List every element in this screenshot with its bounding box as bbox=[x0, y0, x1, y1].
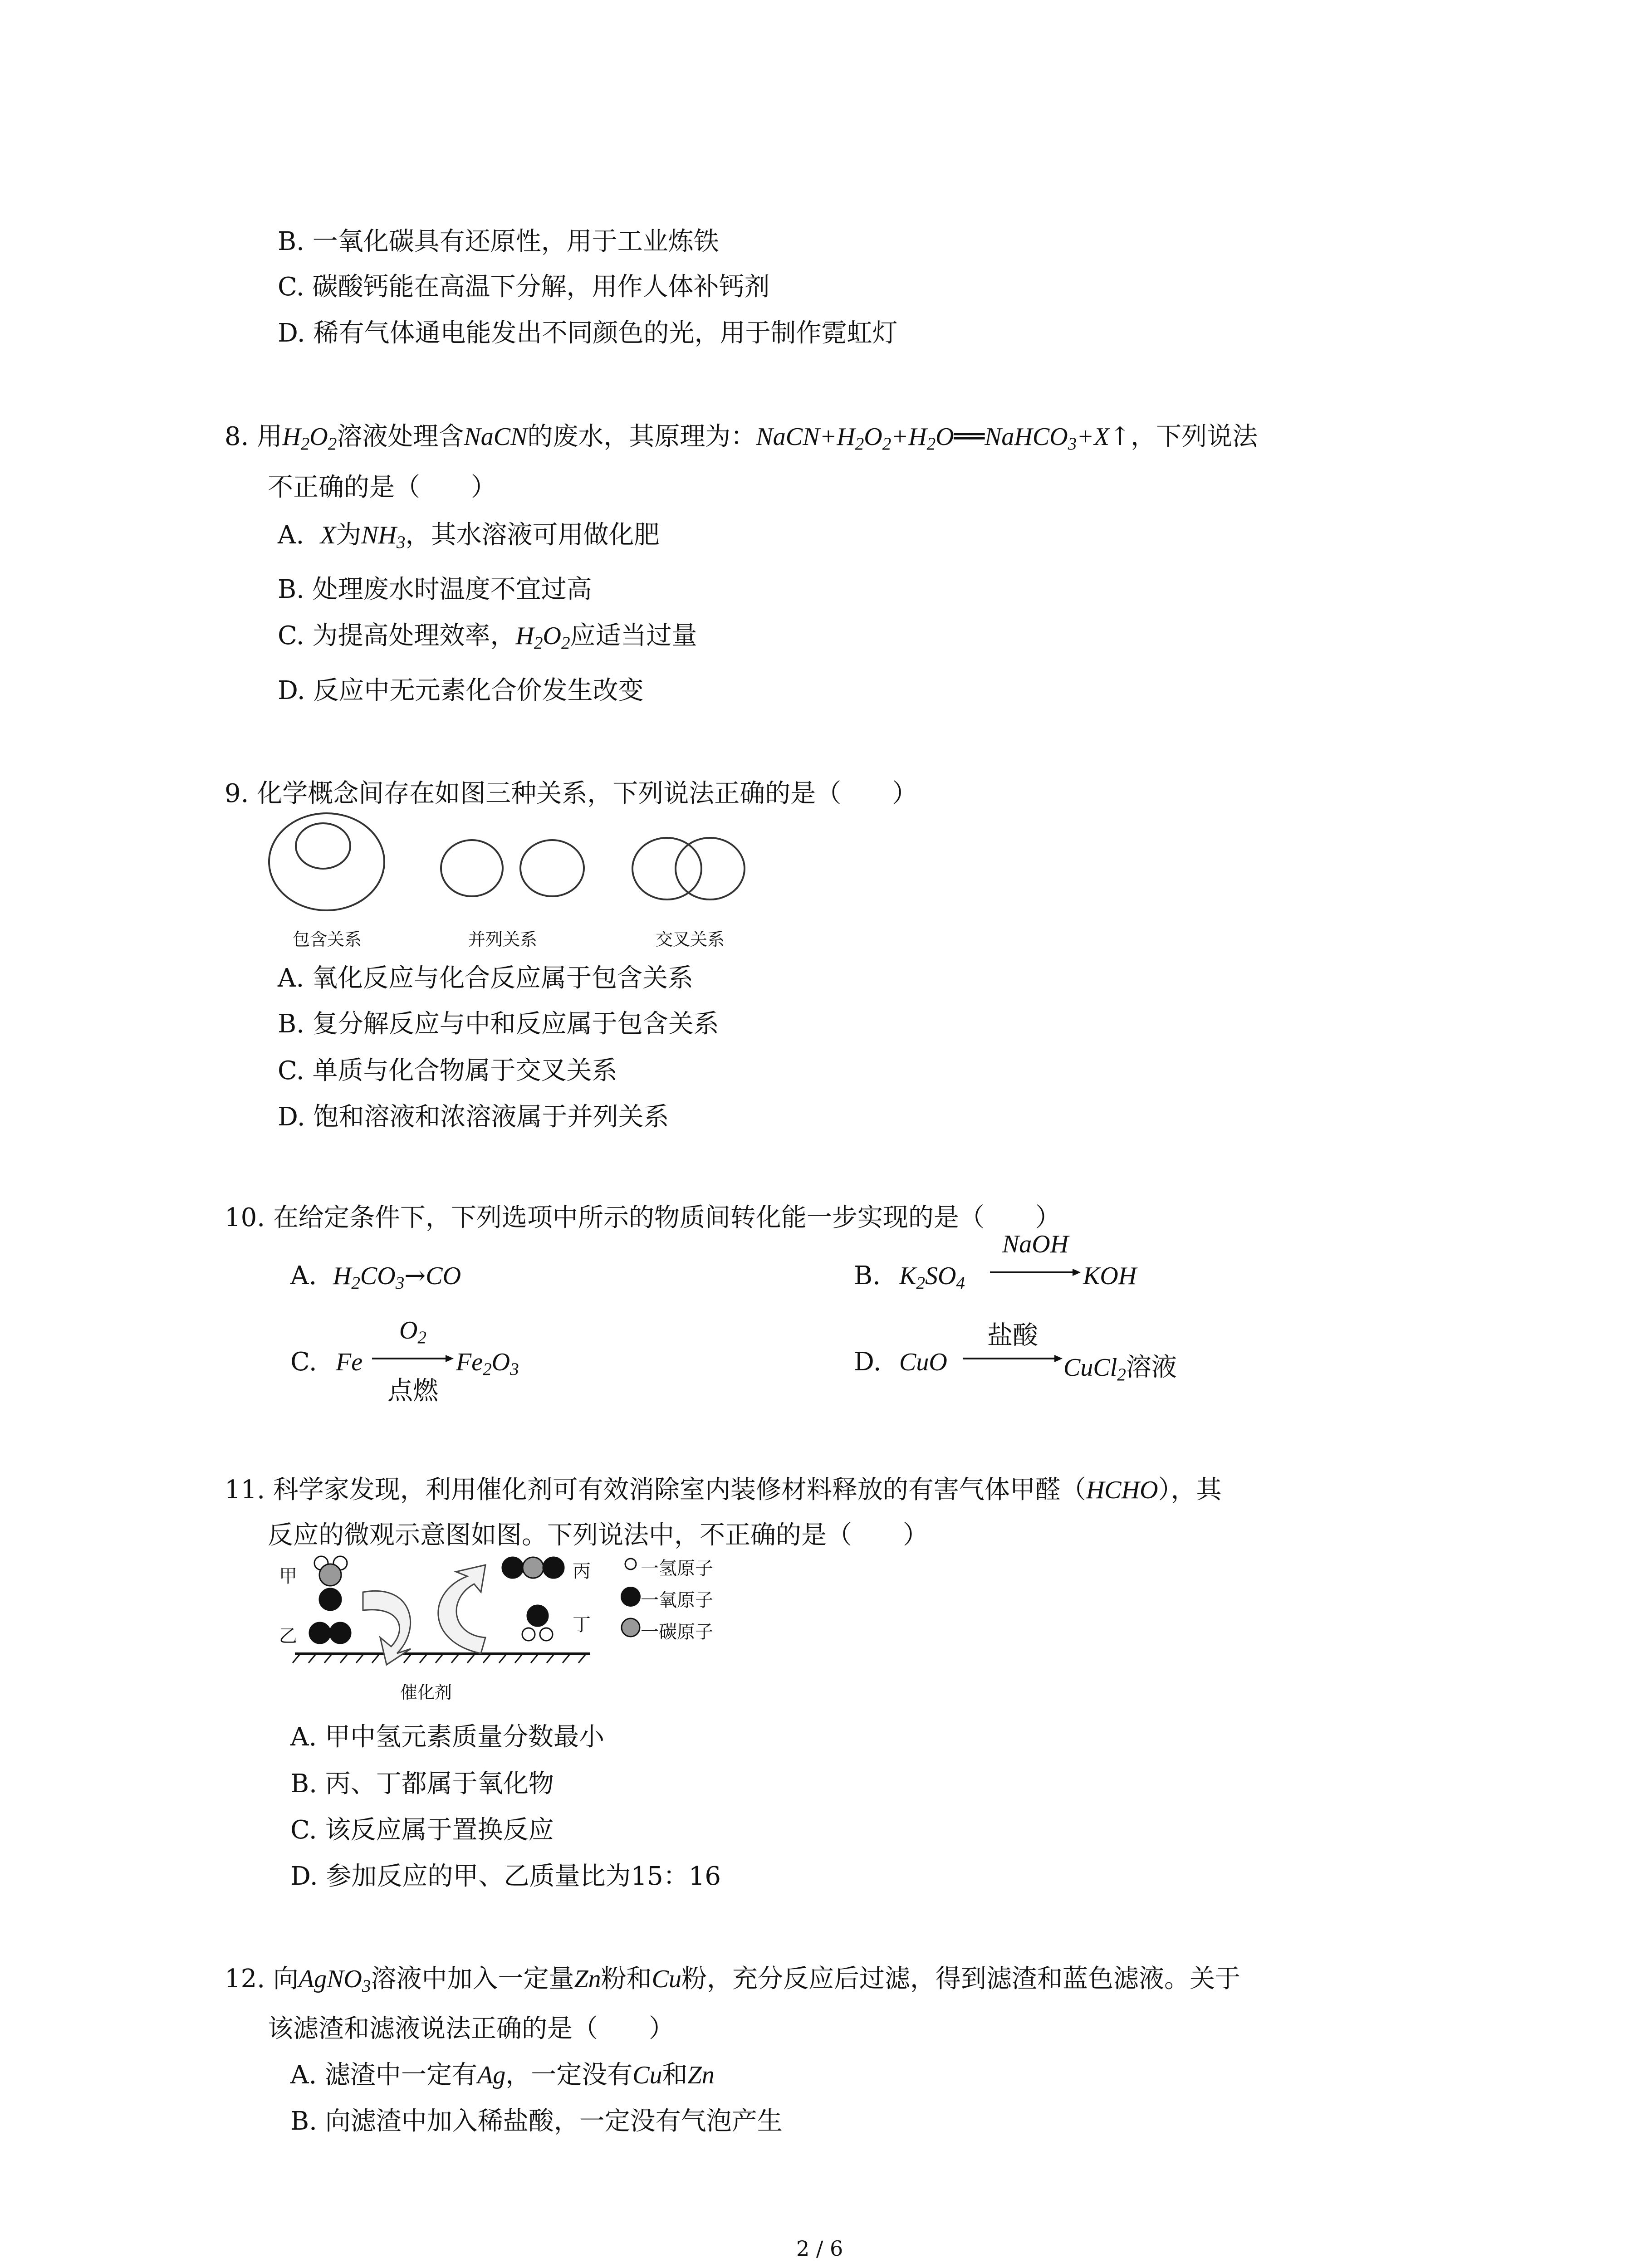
label-jia: 甲 bbox=[279, 1566, 297, 1587]
q12-stem-line1: 12. 向AgNO$_3$溶液中加入一定量Zn粉和Cu粉，充分反应后过滤，得到滤渣和蓝色滤液。关于 bbox=[225, 1964, 1240, 1996]
q9-option-a: A. 氧化反应与化合反应属于包含关系 bbox=[278, 963, 694, 993]
legend-carbon: 一碳原子 bbox=[641, 1622, 713, 1642]
molecule-yi bbox=[309, 1623, 351, 1643]
q12-option-b: B. 向滤渣中加入稀盐酸，一定没有气泡产生 bbox=[290, 2107, 783, 2136]
molecule-ding bbox=[522, 1605, 553, 1641]
q8-stem-line2: 不正确的是（ ） bbox=[268, 473, 496, 502]
q11-option-a: A. 甲中氢元素质量分数最小 bbox=[290, 1722, 605, 1752]
legend-carbon-icon bbox=[622, 1618, 640, 1637]
q11-stem-line2: 反应的微观示意图如图。下列说法中，不正确的是（ ） bbox=[268, 1520, 928, 1550]
molecule-jia bbox=[314, 1556, 347, 1610]
q9-stem: 9. 化学概念间存在如图三种关系，下列说法正确的是（ ） bbox=[225, 779, 918, 808]
q8-text: 用 bbox=[257, 422, 283, 451]
inclusion-outer-circle bbox=[269, 813, 384, 910]
intersect-circle-right bbox=[676, 838, 745, 899]
label-bing: 丙 bbox=[573, 1561, 591, 1582]
intersect-circle-left bbox=[632, 838, 701, 899]
legend-hydrogen-icon bbox=[625, 1559, 636, 1569]
q12-stem-line2: 该滤渣和滤液说法正确的是（ ） bbox=[268, 2014, 674, 2043]
q10-stem: 10. 在给定条件下，下列选项中所示的物质间转化能一步实现的是（ ） bbox=[225, 1203, 1061, 1232]
legend-oxygen: 一氧原子 bbox=[641, 1590, 713, 1611]
q9-option-c: C. 单质与化合物属于交叉关系 bbox=[278, 1056, 617, 1085]
q11-option-d: D. 参加反应的甲、乙质量比为15：16 bbox=[290, 1862, 721, 1891]
caption-parallel: 并列关系 bbox=[468, 929, 538, 949]
q7-option-b: B. 一氧化碳具有还原性，用于工业炼铁 bbox=[278, 227, 719, 256]
inclusion-inner-circle bbox=[296, 823, 350, 869]
arrow-icon bbox=[963, 1352, 1063, 1365]
q7-option-c: C. 碳酸钙能在高温下分解，用作人体补钙剂 bbox=[278, 272, 770, 302]
q10-option-a: A. $H_2CO_3\to CO$ bbox=[290, 1261, 461, 1293]
parallel-circle-right bbox=[520, 840, 584, 896]
q8-option-c: C. 为提高处理效率，$H_2O_2$应适当过量 bbox=[278, 621, 697, 653]
label-ding: 丁 bbox=[573, 1614, 591, 1635]
q12-option-a: A. 滤渣中一定有Ag，一定没有Cu和Zn bbox=[290, 2060, 715, 2090]
legend-hydrogen: 一氢原子 bbox=[641, 1558, 713, 1579]
q8-option-d: D. 反应中无元素化合价发生改变 bbox=[278, 676, 644, 705]
caption-intersect: 交叉关系 bbox=[656, 929, 725, 949]
q8-option-a: A. X为$NH_3$，其水溶液可用做化肥 bbox=[278, 520, 660, 552]
parallel-circle-left bbox=[441, 840, 503, 896]
arrow-icon bbox=[990, 1266, 1081, 1279]
q9-option-b: B. 复分解反应与中和反应属于包含关系 bbox=[278, 1009, 719, 1039]
q11-option-b: B. 丙、丁都属于氧化物 bbox=[290, 1769, 554, 1799]
q8-stem-line1: 8. 用$H_2O_2$溶液处理含NaCN的废水，其原理为：$NaCN+H_2O_2+H_2O══NaHCO_3+X↑$，下列说法 bbox=[225, 422, 1258, 454]
arrow-icon bbox=[372, 1352, 454, 1365]
label-catalyst: 催化剂 bbox=[400, 1682, 452, 1702]
q8-option-b: B. 处理废水时温度不宜过高 bbox=[278, 575, 592, 604]
legend-oxygen-icon bbox=[621, 1587, 641, 1607]
molecule-bing bbox=[502, 1557, 564, 1578]
caption-inclusion: 包含关系 bbox=[293, 929, 362, 949]
q11-option-c: C. 该反应属于置换反应 bbox=[290, 1815, 554, 1845]
curved-arrow-up-icon bbox=[438, 1565, 485, 1653]
page-number: 2 / 6 bbox=[796, 2236, 843, 2261]
q11-stem-line1: 11. 科学家发现，利用催化剂可有效消除室内装修材料释放的有害气体甲醛（HCHO），其 bbox=[225, 1475, 1222, 1505]
q9-option-d: D. 饱和溶液和浓溶液属于并列关系 bbox=[278, 1102, 669, 1132]
label-yi: 乙 bbox=[279, 1626, 297, 1647]
q7-option-d: D. 稀有气体通电能发出不同颜色的光，用于制作霓虹灯 bbox=[278, 318, 898, 348]
q8-number: 8. bbox=[225, 422, 249, 451]
